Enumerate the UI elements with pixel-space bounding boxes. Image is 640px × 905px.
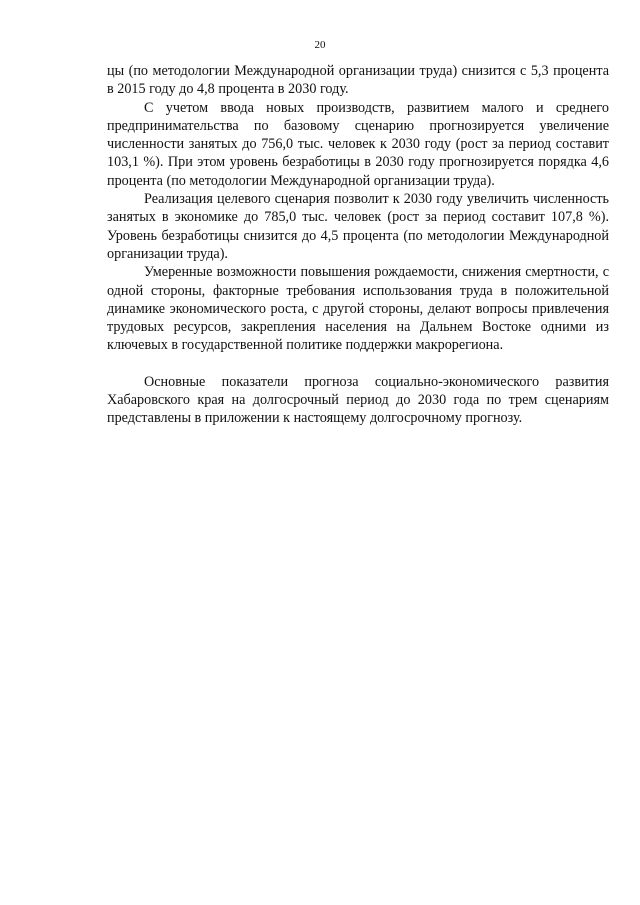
paragraph-unemployment-continuation: цы (по методологии Международной организации труда) снизится с 5,3 процента в 2015 году до 4,8 процента в 2030 году.: [107, 63, 609, 98]
paragraph-spacer: [107, 355, 609, 373]
document-body: [107, 62, 609, 428]
paragraph-target-scenario: Реализация целевого сценария позволит к 2030 году увеличить численность занятых в экономике до 785,0 тыс. человек (рост за период составит 107,8 %). Уровень безработицы снизится до 4,5 процента (по методологии Международной организации труда).: [107, 191, 609, 262]
page-number: 20: [314, 39, 326, 51]
paragraph-base-scenario: С учетом ввода новых производств, развитием малого и среднего предпринимательства по базовому сценарию прогнозируется увеличение численности занятых до 756,0 тыс. человек к 2030 году (рост за период составит 103,1 %). При этом уровень безработицы в 2030 году прогнозируется порядка 4,6 процента (по методологии Международной организации труда).: [107, 99, 609, 189]
paragraph-forecast-indicators: Основные показатели прогноза социально-экономического развития Хабаровского края на долгосрочный период до 2030 года по трем сценариям представлены в приложении к настоящему долгосрочному прогнозу.: [107, 373, 609, 427]
paragraph-labor-resources: Умеренные возможности повышения рождаемости, снижения смертности, с одной стороны, факторные требования использования труда в положительной динамике экономического роста, с другой стороны, делают вопросы привлечения трудовых ресурсов, закрепления населения на Дальнем Востоке одними из ключевых в государственной политике поддержки макрорегиона.: [107, 264, 609, 354]
